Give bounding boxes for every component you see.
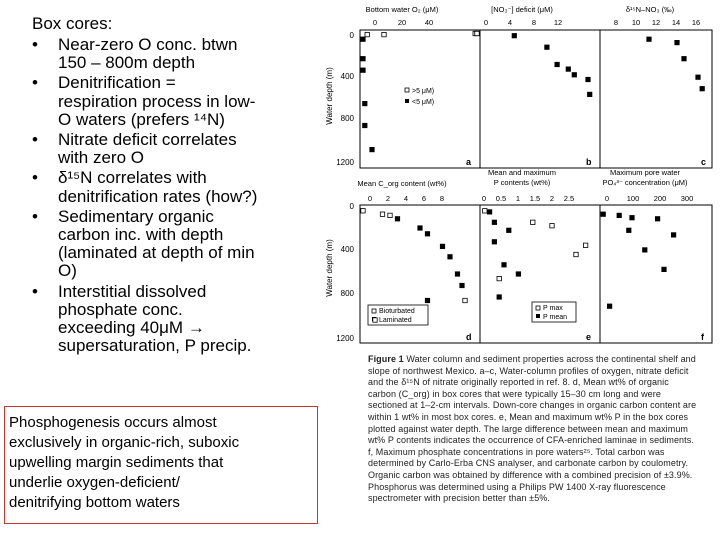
panel-f-point (671, 233, 675, 237)
x-tick-label: 20 (397, 18, 407, 27)
x-tick-label: 16 (691, 18, 701, 27)
x-tick-label: 0 (367, 194, 373, 203)
panel-f-point (617, 213, 621, 217)
x-tick-label: 12 (553, 18, 563, 27)
panel-d-point (418, 226, 422, 230)
panel-e-point (487, 210, 491, 214)
panel-d-point (373, 318, 377, 322)
panel-b-point (566, 67, 570, 71)
legend-a-entry-open: >5 μM) (412, 88, 435, 95)
panel-d-point (460, 283, 464, 287)
panel-e-point (492, 220, 496, 224)
x-tick-label: 12 (651, 18, 661, 27)
panel-a-title: Bottom water O₂ (μM) (365, 5, 439, 14)
panel-c-point (675, 40, 679, 44)
bullet-item: • Near-zero O conc. btwn 150 – 800m depth (28, 36, 318, 72)
panel-b-title: [NO₃⁻] deficit (μM) (491, 5, 553, 14)
y-tick-label: 1200 (336, 158, 354, 167)
panel-b-point (572, 73, 576, 77)
panel-f-frame (600, 205, 712, 343)
panel-b-point (555, 62, 559, 66)
x-tick-label: 2 (385, 194, 391, 203)
panel-a-point (363, 101, 367, 105)
legend-d-entry-laminated: Laminated (379, 317, 412, 324)
panel-e-point (516, 272, 520, 276)
panel-e-point (550, 224, 554, 228)
panel-f-title-line1: Maximum pore water (609, 168, 681, 177)
legend-swatch-pmean (536, 314, 540, 318)
panel-a-point (370, 147, 374, 151)
panel-f-x-ticks (605, 194, 693, 203)
x-tick-label: 1.5 (529, 194, 541, 203)
figure-caption (368, 354, 698, 505)
panel-e-point (497, 295, 501, 299)
panel-b-point (588, 92, 592, 96)
panel-d-point (448, 255, 452, 259)
y-tick-label: 400 (340, 245, 354, 254)
y-tick-label: 800 (340, 114, 354, 123)
panel-d-letter: d (466, 332, 472, 342)
legend-swatch-open (405, 88, 409, 92)
panel-d-point (380, 212, 384, 216)
panel-d-point (425, 298, 429, 302)
panel-d-point (361, 209, 365, 213)
panel-a-x-ticks (373, 18, 433, 27)
y-tick-label: 1200 (336, 334, 354, 343)
panel-b-x-ticks (484, 18, 562, 27)
panel-a-point (361, 37, 365, 41)
x-tick-label: 8 (439, 194, 445, 203)
panel-d-title: Mean C_org content (wt%) (357, 179, 447, 188)
panel-c-point (700, 87, 704, 91)
panel-d-point (395, 217, 399, 221)
x-tick-label: 300 (680, 194, 694, 203)
x-tick-label: 2 (549, 194, 555, 203)
panel-a-point (361, 57, 365, 61)
panel-f-point (655, 217, 659, 221)
panel-c-frame (600, 30, 712, 168)
legend-e (532, 302, 576, 322)
panel-c-point (682, 57, 686, 61)
legend-d-entry-bioturbated: Bioturbated (379, 308, 415, 315)
panel-b-letter: b (586, 157, 592, 167)
panel-d-point (455, 272, 459, 276)
panel-d-point (425, 232, 429, 236)
panel-c-title: δ¹⁵N–NO₃ (‰) (625, 5, 675, 14)
panel-b-point (512, 34, 516, 38)
x-tick-label: 4 (507, 18, 513, 27)
bullet-item: • Interstitial dissolved phosphate conc. exceeding 40μM → supersaturation, P precip. (28, 283, 318, 356)
x-tick-label: 2.5 (563, 194, 575, 203)
panel-e-point (492, 240, 496, 244)
panel-c-point (696, 75, 700, 79)
panel-e-point (507, 228, 511, 232)
panel-d-point (440, 244, 444, 248)
panel-e-point (583, 243, 587, 247)
panel-e-title-line1: Mean and maximum (488, 168, 556, 177)
y-axis-label-bottom: Water depth (m) (325, 239, 334, 297)
slide-title: Box cores: (32, 14, 113, 33)
y-axis-label-top: Water depth (m) (325, 67, 334, 125)
x-tick-label: 8 (613, 18, 619, 27)
caption-text: Water column and sediment properties across the continental shelf and slope of northwest Mexico. a–c, Water-column profiles of oxygen, nitrate deficit and the δ¹⁵N of nitrate originally reported in ref. 8. d, Mean wt% of organic carbon (C_org) in box cores that were typically 15–30 cm long and were sectioned at 1–2-cm intervals. Down-core changes in organic carbon content are within 1 wt% in most box cores. e, Mean and maximum wt% P in the box cores plotted against water depth. The large difference between mean and maximum wt% P contents indicates the occurrence of CFA-enriched laminae in sediments. f, Maximum phosphate concentrations in pore waters²⁵. Total carbon was determined by Carlo-Erba CNS analyser, and carbonate carbon by coulometry. Organic carbon was obtained by difference with a combined precision of ±3.9%. Phosphorus was determined using a Philips PW 1400 X-ray fluorescence spectrometer with precision better than ±5%. (368, 354, 697, 504)
summary-box: Phosphogenesis occurs almost exclusively in organic-rich, suboxic upwelling margin sediments that underlie oxygen-deficient/ denitrifying bottom waters (4, 406, 318, 524)
y-tick-label: 0 (349, 31, 354, 40)
panel-e-point (574, 252, 578, 256)
panel-f-point (662, 267, 666, 271)
panel-a-point (363, 123, 367, 127)
panel-c-letter: c (701, 157, 707, 167)
x-tick-label: 0 (481, 194, 487, 203)
panel-a-point (382, 32, 386, 36)
x-tick-label: 0.5 (495, 194, 507, 203)
x-tick-label: 4 (403, 194, 409, 203)
panel-f-point (601, 212, 605, 216)
panel-e-title-line2: P contents (wt%) (493, 178, 551, 187)
x-tick-label: 10 (631, 18, 641, 27)
bullet-list (28, 36, 318, 355)
panel-a-point (361, 68, 365, 72)
panel-d-x-ticks (368, 194, 444, 203)
legend-swatch-pmax (536, 306, 540, 310)
panel-a-point (365, 32, 369, 36)
x-tick-label: 0 (483, 18, 489, 27)
legend-e-entry-pmean: P mean (543, 314, 567, 321)
bullet-item: • δ¹⁵N correlates with denitrification rates (how?) (28, 169, 318, 205)
panel-e-point (483, 209, 487, 213)
panel-f-point (643, 248, 647, 252)
bullet-item: • Denitrification = respiration process in low- O waters (prefers ¹⁴N) (28, 74, 318, 129)
legend-a-entry-filled: <5 μM) (412, 99, 435, 106)
legend-swatch-filled (405, 99, 409, 103)
legend-a (405, 88, 434, 106)
x-tick-label: 0 (604, 194, 610, 203)
caption-label: Figure 1 (368, 354, 404, 364)
bullet-item: • Nitrate deficit correlates with zero O (28, 131, 318, 167)
panel-f-point (627, 228, 631, 232)
x-tick-label: 6 (421, 194, 427, 203)
panel-f-point (630, 216, 634, 220)
legend-e-entry-pmax: P max (543, 305, 563, 312)
x-tick-label: 200 (653, 194, 667, 203)
x-tick-label: 14 (671, 18, 681, 27)
y-tick-label: 800 (340, 289, 354, 298)
panel-b-frame (480, 30, 600, 168)
panel-a-point (475, 31, 479, 35)
legend-swatch-bioturbated (372, 309, 376, 313)
panel-d-point (388, 213, 392, 217)
x-tick-label: 100 (626, 194, 640, 203)
panel-d-point (463, 298, 467, 302)
y-tick-label: 400 (340, 72, 354, 81)
panel-f-point (607, 304, 611, 308)
panel-b-point (586, 77, 590, 81)
x-tick-label: 0 (372, 18, 378, 27)
y-tick-label: 0 (349, 202, 354, 211)
panel-f-title-line2: PO₄³⁻ concentration (μM) (602, 178, 688, 187)
x-tick-label: 1 (515, 194, 521, 203)
panel-e-letter: e (586, 332, 592, 342)
panel-e-point (531, 220, 535, 224)
panel-e-point (502, 263, 506, 267)
panel-e-point (497, 276, 501, 280)
panel-b-point (545, 45, 549, 49)
bullet-item: • Sedimentary organic carbon inc. with depth (laminated at depth of min O) (28, 208, 318, 281)
panel-c-x-ticks (614, 18, 700, 27)
panel-c-point (647, 37, 651, 41)
panel-f-letter: f (701, 332, 704, 342)
panel-e-x-ticks (482, 194, 574, 203)
x-tick-label: 8 (531, 18, 537, 27)
slide-text (28, 14, 318, 357)
panel-a-letter: a (466, 157, 472, 167)
x-tick-label: 40 (424, 18, 434, 27)
